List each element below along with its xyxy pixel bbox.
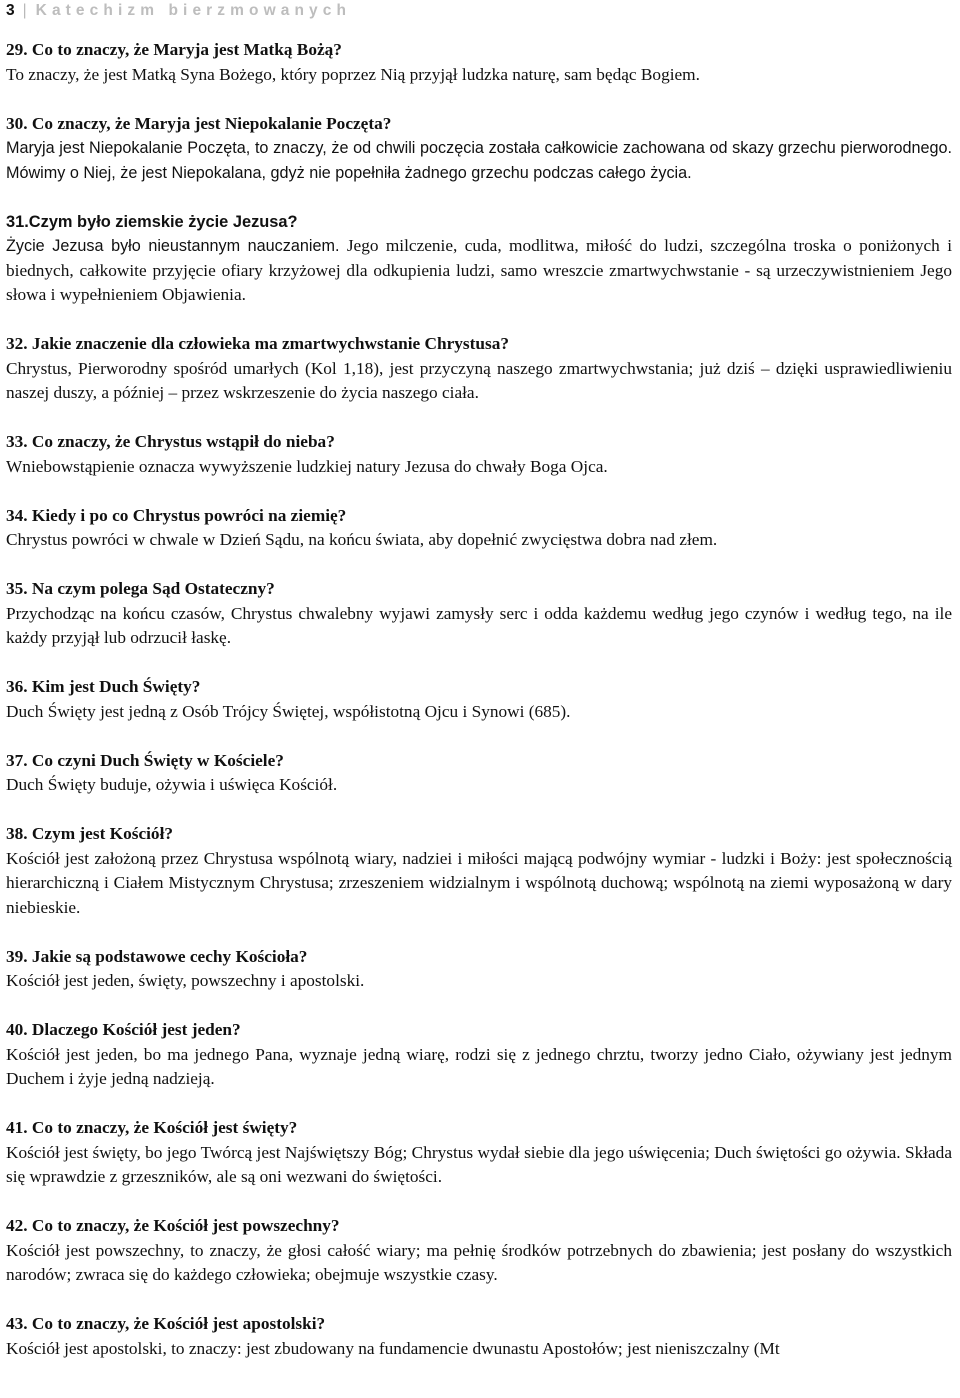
answer: Chrystus, Pierworodny spośród umarłych (Kol 1,18), jest przyczyną naszego zmartwychwstania; już dziś – dzięki usprawiedliwieniu naszej duszy, a później – przez wskrzeszenie do życia naszego ciała. (6, 358, 952, 402)
question: 39. Jakie są podstawowe cechy Kościoła? (6, 946, 308, 966)
qa-item-37 (6, 749, 952, 798)
qa-item-31 (6, 210, 952, 308)
answer: Wniebowstąpienie oznacza wywyższenie ludzkiej natury Jezusa do chwały Boga Ojca. (6, 456, 608, 476)
qa-item-38 (6, 822, 952, 920)
answer-lead: Życie Jezusa było nieustannym nauczaniem. (6, 237, 340, 255)
qa-item-40 (6, 1018, 952, 1092)
question: 36. Kim jest Duch Święty? (6, 677, 201, 696)
question: 37. Co czyni Duch Święty w Kościele? (6, 750, 284, 770)
qa-item-30 (6, 112, 952, 186)
qa-item-36 (6, 675, 952, 724)
answer-rest: Jego milczenie, cuda, modlitwa, miłość do ludzi, szczególna troska o poniżonych i biednych, całkowite przyjęcie ofiary krzyżowej dla odkupienia ludzi, samo wreszcie zmartwychwstanie - są urzeczywistnieniem Jego słowa i wypełnieniem Objawienia. (6, 236, 952, 304)
qa-item-41 (6, 1116, 952, 1190)
answer: Maryja jest Niepokalanie Poczęta, to znaczy, że od chwili poczęcia została całkowicie zachowana od skazy grzechu pierworodnego. Mówimy o Niej, że jest Niepokalana, gdyż nie popełniła żadnego grzechu podczas całego życia. (6, 139, 952, 182)
question: 30. Co znaczy, że Maryja jest Niepokalanie Poczęta? (6, 113, 392, 133)
qa-item-42 (6, 1214, 952, 1288)
answer: Kościół jest jeden, bo ma jednego Pana, wyznaje jedną wiarę, rodzi się z jednego chrztu, tworzy jedno Ciało, ożywiany jest jednym Duchem i żyje jedną nadzieją. (6, 1044, 952, 1088)
answer: Kościół jest święty, bo jego Twórcą jest Najświętszy Bóg; Chrystus wydał siebie dla jego uświęcenia; Duch świętości go ożywia. Składa się wprawdzie z grzeszników, ale są oni wezwani do świętości. (6, 1142, 952, 1186)
question: 29. Co to znaczy, że Maryja jest Matką Bożą? (6, 40, 342, 59)
qa-item-35 (6, 577, 952, 651)
page-number: 3 (6, 2, 15, 19)
question: 32. Jakie znaczenie dla człowieka ma zmartwychwstanie Chrystusa? (6, 334, 510, 353)
answer: Duch Święty buduje, ożywia i uświęca Kościół. (6, 775, 338, 794)
qa-item-43 (6, 1312, 952, 1361)
answer: Kościół jest apostolski, to znaczy: jest zbudowany na fundamencie dwunastu Apostołów; jest nieniszczalny (Mt (6, 1338, 780, 1358)
answer: Przychodząc na końcu czasów, Chrystus chwalebny wyjawi zamysły serc i odda każdemu według jego czynów i według tego, na ile każdy przyjął lub odrzucił łaskę. (6, 603, 952, 647)
qa-item-32 (6, 332, 952, 406)
answer (6, 234, 952, 308)
catechism-content (6, 38, 952, 1386)
running-header (6, 0, 351, 22)
question: 34. Kiedy i po co Chrystus powróci na ziemię? (6, 505, 347, 525)
answer: Kościół jest jeden, święty, powszechny i apostolski. (6, 971, 365, 990)
answer: To znaczy, że jest Matką Syna Bożego, który poprzez Nią przyjął ludzka naturę, sam będąc Bogiem. (6, 64, 700, 84)
qa-item-39 (6, 945, 952, 994)
question: 33. Co znaczy, że Chrystus wstąpił do nieba? (6, 432, 335, 451)
qa-item-29 (6, 38, 952, 87)
qa-item-33 (6, 430, 952, 479)
qa-item-34 (6, 504, 952, 553)
question: 31.Czym było ziemskie życie Jezusa? (6, 212, 298, 231)
answer: Kościół jest powszechny, to znaczy, że głosi całość wiary; ma pełnię środków potrzebnych do zbawienia; jest posłany do wszystkich narodów; zwraca się do każdego człowieka; obejmuje wszystkie czasy. (6, 1240, 952, 1284)
question: 35. Na czym polega Sąd Ostateczny? (6, 579, 275, 598)
header-title: Katechizm bierzmowanych (35, 2, 352, 19)
answer: Duch Święty jest jedną z Osób Trójcy Świętej, współistotną Ojcu i Synowi (685). (6, 701, 571, 721)
question: 40. Dlaczego Kościół jest jeden? (6, 1020, 241, 1039)
header-separator: | (22, 2, 27, 19)
question: 41. Co to znaczy, że Kościół jest święty? (6, 1118, 298, 1137)
question: 42. Co to znaczy, że Kościół jest powszechny? (6, 1216, 340, 1235)
answer: Kościół jest założoną przez Chrystusa wspólnotą wiary, nadziei i miłości mającą podwójny wymiar - ludzki i Boży: jest społecznością hierarchiczną i Ciałem Mistycznym Chrystusa; zrzeszeniem widzialnym i wspólnotą duchową; wspólnotą na ziemi wyposażoną w dary niebieskie. (6, 848, 952, 917)
question: 43. Co to znaczy, że Kościół jest apostolski? (6, 1314, 326, 1333)
answer: Chrystus powróci w chwale w Dzień Sądu, na końcu świata, aby dopełnić zwycięstwa dobra nad złem. (6, 530, 718, 549)
question: 38. Czym jest Kościół? (6, 824, 174, 843)
